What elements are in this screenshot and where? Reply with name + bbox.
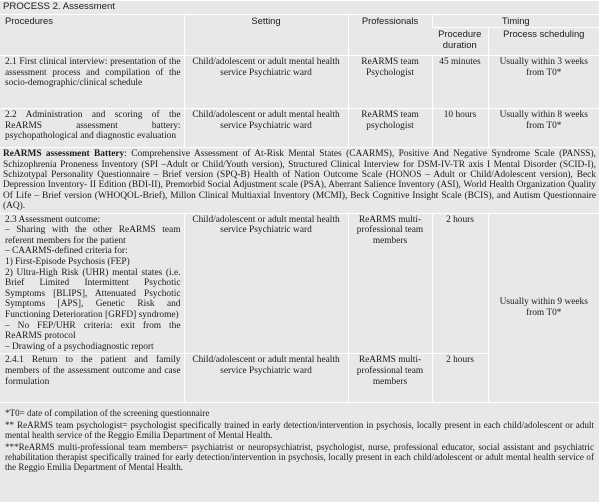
battery-text: : Comprehensive Assessment of At-Risk Mental States (CAARMS), Positive And Negative Syndrome Scale (PANSS), Schizophrenia Proneness Inventory (SPI –Adult or Child/Youth version), Structured Clinical Interview for DSM-IV-TR axis I Mental Disorder (SCID-I), Schizotypal Personality Questionnaire – Brief version (SPQ-B) Health of Nation Outcome Scale (HONOS – Adult or Child/Adolescent version), Beck Depression Inventory- II Edition (BDI-II), Premorbid Social Adjustment scale (PSA), Aberrant Salience Inventory (ASI), World Health Organization Quality Of Life – Brief version (WHOQOL-Brief), Millon Clinical Multiaxial Inventory (MCMI), Beck Cognitive Insight Scale (BCIS), and Autism Questionnaire (AQ). — [3, 149, 596, 212]
header-row — [0, 14, 599, 28]
row-2-1-scheduling: Usually within 3 weeks from T0* — [488, 56, 599, 109]
row-2-3-professionals: ReARMS multi-professional team members — [348, 213, 432, 354]
table-title: PROCESS 2. Assessment — [0, 1, 599, 15]
row-2-2-procedure: 2.2 Administration and scoring of the ReARMS assessment battery: psychopathological and diagnostic evaluation — [0, 109, 184, 148]
row-2-3-title: 2.3 Assessment outcome: — [5, 214, 101, 225]
row-2-4-1-duration: 2 hours — [432, 354, 488, 403]
row-2-1-duration: 45 minutes — [432, 56, 488, 109]
row-2-3-setting: Child/adolescent or adult mental health service Psychiatric ward — [184, 213, 348, 354]
footnote-psychologist: ** ReARMS team psychologist= psychologist specifically trained in early detection/intervention in psychosis, locally present in each child/adolescent or adult mental health service of the Reggio Emilia Department of Mental Health. — [5, 419, 594, 441]
header-procedures: Procedures — [0, 14, 184, 56]
row-2-4-1-procedure: 2.4.1 Return to the patient and family members of the assessment outcome and case formulation — [0, 354, 184, 403]
row-2-3-duration: 2 hours — [432, 213, 488, 354]
row-2-3-procedure — [0, 213, 184, 354]
footnote-t0: *T0= date of compilation of the screening questionnaire — [5, 408, 210, 419]
list-item: – No FEP/UHR criteria: exit from the ReARMS protocol — [5, 320, 181, 342]
list-item: – Drawing of a psychodiagnostic report — [5, 341, 154, 352]
list-item: 1) First-Episode Psychosis (FEP) — [5, 257, 130, 267]
battery-label: ReARMS assessment Battery — [3, 149, 125, 160]
footnote-team-members: ***ReARMS multi-professional team members= psychiatrist or neuropsychiatrist, psychologist, nurse, professional educator, social assistant and psychiatric rehabilitation therapist specifically trained for early detection/intervention in psychosis, locally present in each child/adolescent or adult mental health service of the Reggio Emilia Department of Mental Health. — [5, 441, 594, 473]
header-timing: Timing — [432, 14, 599, 28]
header-scheduling: Process scheduling — [488, 28, 599, 56]
table-row — [0, 56, 599, 109]
list-item: – CAARMS-defined criteria for: — [5, 246, 128, 257]
battery-row — [0, 148, 599, 213]
table-row — [0, 109, 599, 148]
table-title-row — [0, 1, 599, 15]
list-item: 2) Ultra-High Risk (UHR) mental states (i.e. Brief Limited Intermittent Psychotic Symptoms [BLIPS], Attenuated Psychotic Symptoms [APS], Genetic Risk and Functioning Deterioration [GRFD] syndrome) — [5, 267, 181, 320]
row-2-2-professionals: ReARMS team psychologist — [348, 109, 432, 148]
header-professionals: Professionals — [348, 14, 432, 56]
table-row — [0, 213, 599, 354]
row-2-2-scheduling: Usually within 8 weeks from T0* — [488, 109, 599, 148]
header-setting: Setting — [184, 14, 348, 56]
list-item: – Sharing with the other ReARMS team referent members for the patient — [5, 225, 181, 246]
row-2-2-setting: Child/adolescent or adult mental health service Psychiatric ward — [184, 109, 348, 148]
row-2-4-1-professionals: ReARMS multi-professional team members — [348, 354, 432, 403]
header-duration: Procedure duration — [432, 28, 488, 56]
footnotes — [0, 402, 599, 472]
row-2-1-professionals: ReARMS team Psychologist — [348, 56, 432, 109]
row-2-4-1-setting: Child/adolescent or adult mental health service Psychiatric ward — [184, 354, 348, 403]
row-2-3-scheduling: Usually within 9 weeks from T0* — [488, 213, 599, 402]
row-2-1-setting: Child/adolescent or adult mental health service Psychiatric ward — [184, 56, 348, 109]
battery-description — [0, 148, 599, 213]
row-2-1-procedure: 2.1 First clinical interview: presentation of the assessment process and compilation of the socio-demographic/clinical schedule — [0, 56, 184, 109]
row-2-3-list — [5, 225, 181, 352]
row-2-2-duration: 10 hours — [432, 109, 488, 148]
